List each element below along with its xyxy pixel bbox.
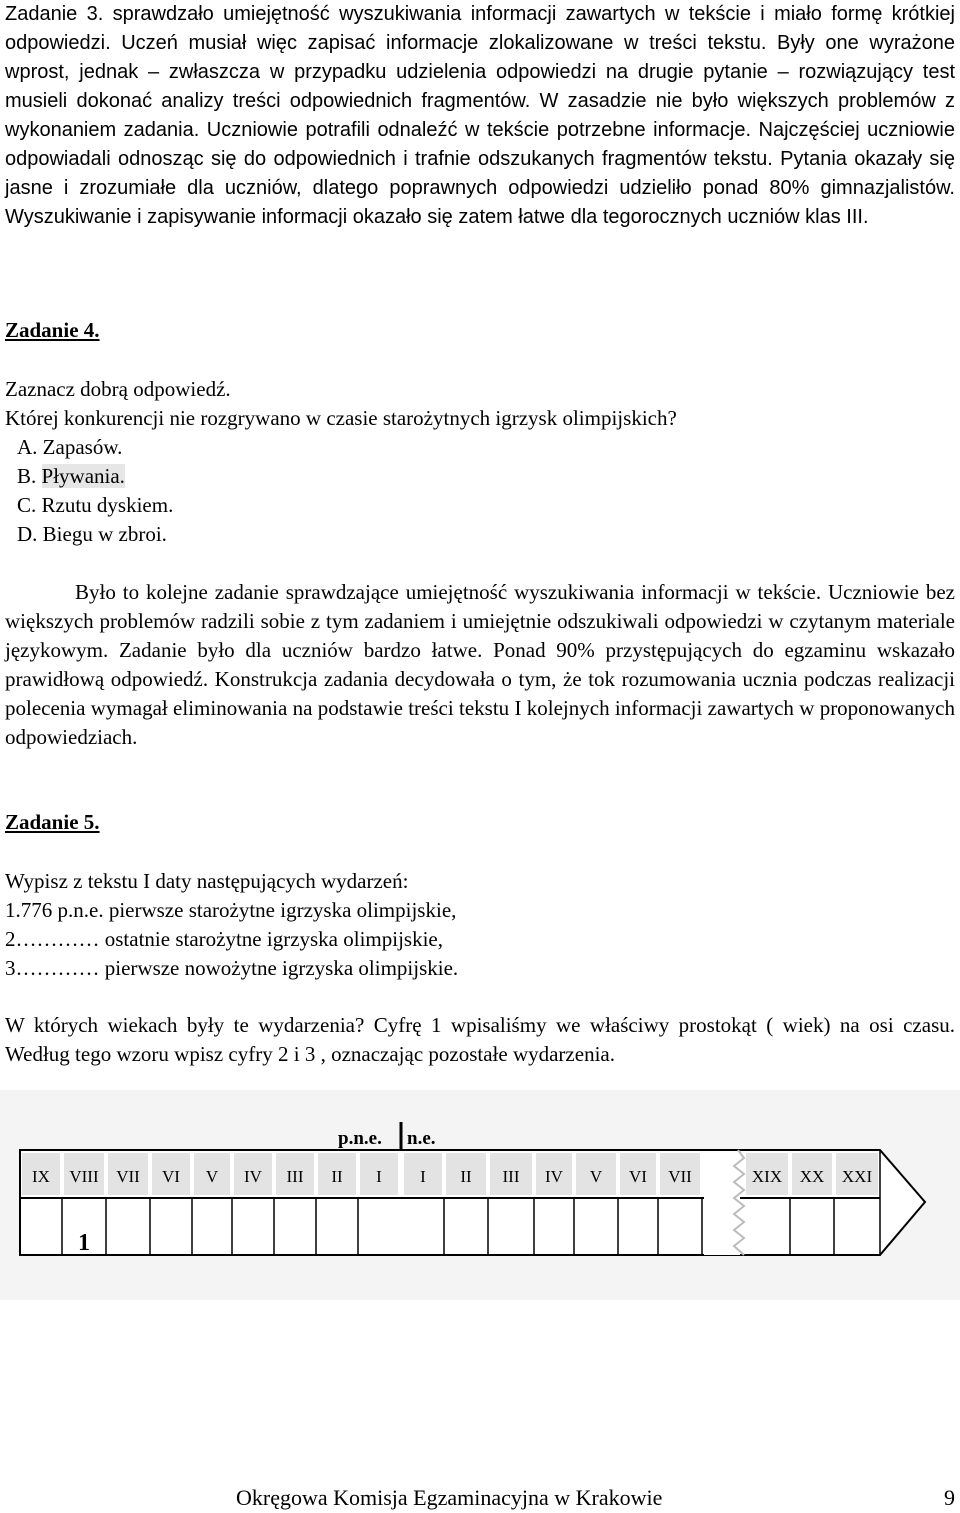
cell-bc-ix[interactable] [22,1153,60,1195]
task5-intro: Wypisz z tekstu I daty następujących wydarzeń: [5,869,409,893]
cell-bc-vi[interactable] [152,1153,190,1195]
century-label: II [460,1167,472,1186]
cell-bc-iv[interactable] [234,1153,272,1195]
cell-ad-ii[interactable] [446,1153,486,1195]
task5-question: W których wiekach były te wydarzenia? Cyfrę 1 wpisaliśmy we właściwy prostokąt ( wiek) na osi czasu. Według tego wzoru wpisz cyfry 2 i 3 , oznaczając pozostałe wydarzenia. [5,1013,955,1066]
century-label: XXI [841,1167,873,1186]
task4-option-a[interactable] [17,433,122,462]
century-label: V [589,1167,603,1186]
century-label: VIII [69,1167,99,1186]
label-ad: n.e. [407,1128,436,1149]
cell-ad-xix[interactable] [746,1153,788,1195]
answer-marker-1: 1 [78,1230,90,1256]
century-label: VII [668,1167,692,1186]
task4-option-c[interactable] [17,491,173,520]
cell-ad-i[interactable] [404,1153,442,1195]
option-text-highlighted: Pływania. [41,464,125,488]
century-label: III [502,1167,520,1186]
cell-ad-vii[interactable] [660,1153,700,1195]
century-label: V [205,1167,219,1186]
century-label: III [286,1167,304,1186]
task4-heading: Zadanie 4. [5,318,100,342]
cell-bc-ii[interactable] [318,1153,356,1195]
task5-heading: Zadanie 5. [5,810,100,834]
cell-ad-v[interactable] [576,1153,616,1195]
cell-bc-viii[interactable] [64,1153,104,1195]
option-text: Biegu w zbroi. [42,522,167,546]
cell-ad-xxi[interactable] [836,1153,878,1195]
century-label: XIX [751,1167,783,1186]
century-label: VII [116,1167,140,1186]
task5-item-1: 1.776 p.n.e. pierwsze starożytne igrzyska olimpijskie, [5,898,457,922]
footer-text: Okręgowa Komisja Egzaminacyjna w Krakowie [236,1485,663,1510]
century-label: IX [32,1167,50,1186]
cell-bc-vii[interactable] [108,1153,148,1195]
timeline-figure [0,1090,960,1300]
century-label: IV [545,1167,563,1186]
option-text: Zapasów. [42,435,123,459]
option-text: Rzutu dyskiem. [41,493,174,517]
century-label: VI [629,1167,647,1186]
page-number: 9 [944,1485,955,1510]
timeline-break [704,1150,744,1255]
option-letter: B. [17,464,37,488]
task4-question: Której konkurencji nie rozgrywano w czasie starożytnych igrzysk olimpijskich? [5,406,677,430]
task4-commentary: Było to kolejne zadanie sprawdzające umiejętność wyszukiwania informacji w tekście. Uczniowie bez większych problemów radzili sobie z tym zadaniem i umiejętnie odszukiwali odpowiedzi w czytanym materiale językowym. Zadanie było dla uczniów bardzo łatwe. Ponad 90% przystępujących do egzaminu wskazało prawidłową odpowiedź. Konstrukcja zadania decydowała o tym, że tok rozumowania ucznia podczas realizacji polecenia wymagał eliminowania na podstawie treści tekstu I kolejnych informacji zawartych w proponowanych odpowiedziach. [5,580,955,749]
century-label: II [331,1167,343,1186]
cell-ad-vi[interactable] [620,1153,656,1195]
option-letter: D. [17,522,38,546]
cell-ad-xx[interactable] [792,1153,832,1195]
option-letter: A. [17,435,38,459]
century-label: I [420,1167,426,1186]
cell-bc-i[interactable] [360,1153,398,1195]
label-bc: p.n.e. [338,1128,382,1149]
cell-bc-iii[interactable] [276,1153,314,1195]
cell-ad-iii[interactable] [490,1153,532,1195]
century-label: IV [244,1167,262,1186]
timeline-svg [0,1090,960,1300]
option-letter: C. [17,493,37,517]
century-label: I [376,1167,382,1186]
task4-instruction: Zaznacz dobrą odpowiedź. [5,377,231,401]
task4-option-b[interactable] [17,462,125,491]
century-label: VI [162,1167,180,1186]
cell-bc-v[interactable] [194,1153,230,1195]
task5-item-3: 3………… pierwsze nowożytne igrzyska olimpijskie. [5,956,459,980]
task4-option-d[interactable] [17,520,167,549]
century-label: XX [799,1167,825,1186]
task5-item-2: 2………… ostatnie starożytne igrzyska olimpijskie, [5,927,444,951]
task3-commentary: Zadanie 3. sprawdzało umiejętność wyszukiwania informacji zawartych w tekście i miało formę krótkiej odpowiedzi. Uczeń musiał więc zapisać informacje zlokalizowane w treści tekstu. Były one wyrażone wprost, jednak – zwłaszcza w przypadku udzielenia odpowiedzi na drugie pytanie – rozwiązujący test musieli dokonać analizy treści odpowiednich fragmentów. W zasadzie nie było większych problemów z wykonaniem zadania. Uczniowie potrafili odnaleźć w tekście potrzebne informacje. Najczęściej uczniowie odpowiadali odnosząc się do odpowiednich i trafnie odszukanych fragmentów tekstu. Pytania okazały się jasne i zrozumiałe dla uczniów, dlatego poprawnych odpowiedzi udzieliło ponad 80% gimnazjalistów. Wyszukiwanie i zapisywanie informacji okazało się zatem łatwe dla tegorocznych uczniów klas III. [5,3,955,228]
cell-ad-iv[interactable] [536,1153,572,1195]
